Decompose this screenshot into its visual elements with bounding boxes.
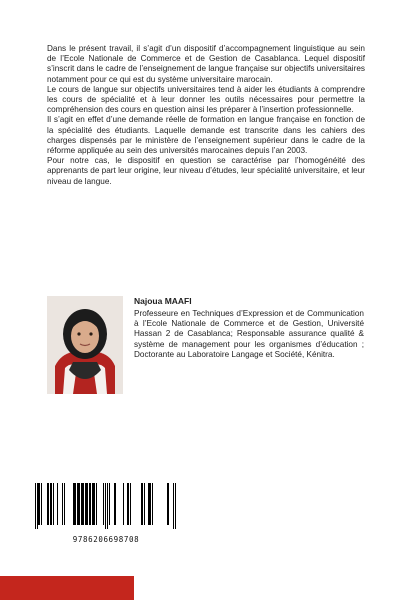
author-portrait-icon <box>47 296 123 394</box>
barcode-bar <box>105 483 106 529</box>
author-section <box>47 296 367 396</box>
barcode-bar <box>35 483 36 529</box>
barcode-bar <box>57 483 58 525</box>
publisher-red-band <box>0 576 134 600</box>
barcode-bar <box>107 483 108 529</box>
barcode-bar <box>53 483 54 525</box>
barcode-bar <box>141 483 143 525</box>
barcode-bar <box>130 483 131 525</box>
barcode-bar <box>47 483 49 525</box>
barcode-bar <box>85 483 88 525</box>
blurb-paragraph-1: Dans le présent travail, il s’agit d’un dispositif d’accompagnement linguistique au sein de l’Ecole Nationale de Commerce et de Gestion de Casablanca. Lequel dispositif s’inscrit dans le cadre de l’enseignement de langue française sur objectifs universitaires notamment pour ce qui est du système universitaire marocain. <box>47 44 365 84</box>
barcode-bar <box>167 483 169 525</box>
barcode-bar <box>62 483 63 525</box>
blurb-paragraph-4: Pour notre cas, le dispositif en question se caractérise par l’homogénéité des apprenants de part leur origine, leur niveau d’études, leur spécialité universitaire, et leur niveau de langue. <box>47 156 365 186</box>
cover-blurb <box>47 44 365 187</box>
barcode-bar <box>114 483 116 525</box>
isbn-barcode <box>33 483 179 529</box>
barcode-bar <box>77 483 80 525</box>
barcode-bar <box>64 483 65 525</box>
barcode-bar <box>38 483 40 525</box>
author-name: Najoua MAAFI <box>134 296 192 306</box>
barcode-bar <box>173 483 174 529</box>
author-photo <box>47 296 123 394</box>
blurb-paragraph-3: Il s’agit en effet d’une demande réelle de formation en langue française en fonction de la spécialité des étudiants. Laquelle demande est transcrite dans les cahiers des charges dispensés par le ministère de l’enseignement supérieur dans le cadre de la réforme appliquée au sein des universités marocaines depuis l’an 2003. <box>47 115 365 156</box>
barcode-bar <box>152 483 153 525</box>
barcode-bar <box>41 483 42 525</box>
barcode-bar <box>37 483 38 529</box>
author-bio: Professeure en Techniques d’Expression et de Communication à l’Ecole Nationale de Commerce et de Gestion, Université Hassan 2 de Casablanca; Responsable assurance qualité & système de management pour les organismes d’éducation ; Doctorante au Laboratoire Langage et Société, Kénitra. <box>134 309 364 359</box>
barcode-bar <box>89 483 91 525</box>
barcode-bar <box>50 483 52 525</box>
barcode-digits: 9786206698708 <box>72 535 140 544</box>
barcode-bar <box>175 483 176 529</box>
barcode-bar <box>96 483 97 525</box>
author-info <box>134 296 364 360</box>
barcode-bar <box>123 483 124 525</box>
barcode-bar <box>73 483 76 525</box>
barcode-bar <box>109 483 110 525</box>
barcode-bar <box>103 483 104 525</box>
barcode-bar <box>127 483 129 525</box>
barcode-bar <box>81 483 84 525</box>
barcode-bar <box>92 483 95 525</box>
blurb-paragraph-2: Le cours de langue sur objectifs universitaires tend à aider les étudiants à comprendre les cours de spécialité et à leur donner les outils nécessaires pour permettre la compréhension des cours en question ainsi les préparer à l’insertion professionnelle. <box>47 84 365 115</box>
barcode-bar <box>148 483 151 525</box>
barcode-bar <box>144 483 145 525</box>
